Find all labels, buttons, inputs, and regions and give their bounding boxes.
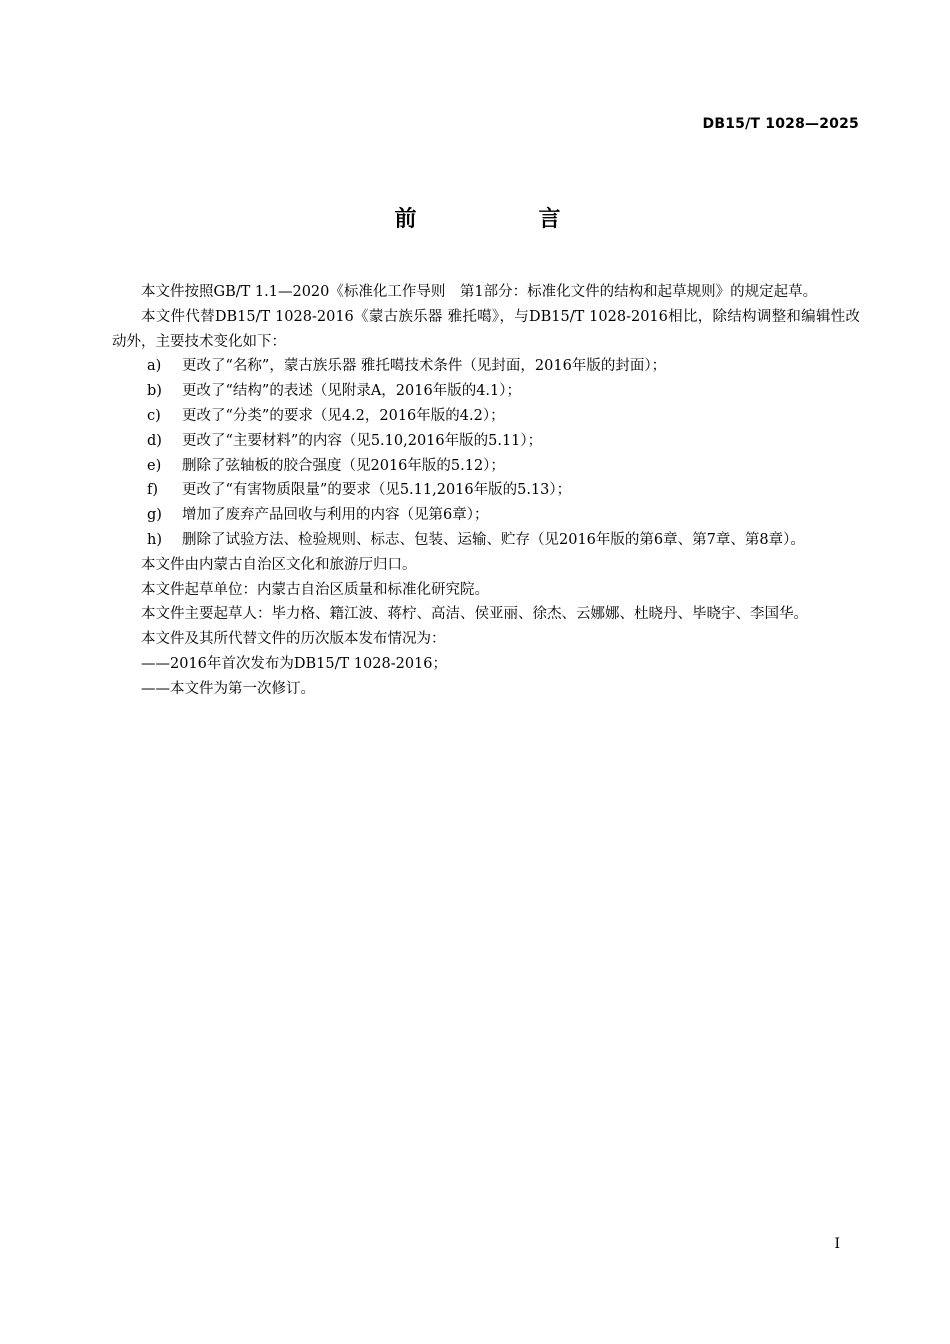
list-item	[112, 478, 860, 503]
list-item	[112, 379, 860, 404]
list-item-text: 删除了试验方法、检验规则、标志、包装、运输、贮存（见2016年版的第6章、第7章、第8章）。	[182, 531, 805, 548]
page-title: 前 言	[394, 207, 611, 232]
list-marker: b)	[147, 383, 162, 400]
paragraph-version-history: 本文件及其所代替文件的历次版本发布情况为：	[141, 631, 446, 648]
paragraph-first-release: ——2016年首次发布为DB15/T 1028-2016；	[141, 655, 448, 672]
list-item-text: 删除了弦轴板的胶合强度（见2016年版的5.12）；	[182, 457, 505, 474]
paragraph-replacement: 本文件代替DB15/T 1028-2016《蒙古族乐器 雅托噶》，与DB15/T 1028-2016相比，除结构调整和编辑性改动外，主要技术变化如下：	[112, 308, 860, 350]
paragraph-drafting-basis: 本文件按照GB/T 1.1—2020《标准化工作导则 第1部分：标准化文件的结构和起草规则》的规定起草。	[141, 284, 818, 300]
list-item	[112, 354, 860, 379]
list-item-text: 增加了废弃产品回收与利用的内容（见第6章）；	[182, 507, 489, 524]
list-marker: g)	[147, 507, 162, 524]
list-marker: h)	[147, 531, 162, 548]
list-marker: e)	[147, 457, 162, 474]
paragraph-administration: 本文件由内蒙古自治区文化和旅游厅归口。	[141, 556, 417, 573]
list-marker: a)	[147, 358, 162, 375]
list-marker: f)	[147, 482, 159, 499]
list-item	[112, 528, 860, 553]
paragraph-drafting-unit: 本文件起草单位：内蒙古自治区质量和标准化研究院。	[141, 581, 489, 598]
list-item-text: 更改了“主要材料”的内容（见5.10,2016年版的5.11）；	[182, 432, 543, 449]
list-item	[112, 454, 860, 479]
list-item	[112, 503, 860, 528]
list-item-text: 更改了“分类”的要求（见4.2，2016年版的4.2）；	[182, 407, 505, 424]
list-item-text: 更改了“有害物质限量”的要求（见5.11,2016年版的5.13）；	[182, 482, 572, 499]
list-item-text: 更改了“结构”的表述（见附录A，2016年版的4.1）；	[182, 383, 522, 400]
list-item	[112, 404, 860, 429]
list-item-text: 更改了“名称”，蒙古族乐器 雅托噶技术条件（见封面，2016年版的封面）；	[182, 358, 667, 375]
changes-list	[112, 354, 860, 552]
document-code: DB15/T 1028—2025	[702, 116, 859, 132]
paragraph-drafters: 本文件主要起草人：毕力格、籍江波、蒋柠、高洁、侯亚丽、徐杰、云娜娜、杜晓丹、毕晓宇、李国华。	[141, 606, 808, 623]
list-marker: d)	[147, 432, 162, 449]
list-marker: c)	[147, 407, 161, 424]
page-number: I	[834, 1236, 840, 1252]
foreword-body	[112, 280, 860, 702]
paragraph-revision: ——本文件为第一次修订。	[141, 680, 315, 697]
list-item	[112, 429, 860, 454]
